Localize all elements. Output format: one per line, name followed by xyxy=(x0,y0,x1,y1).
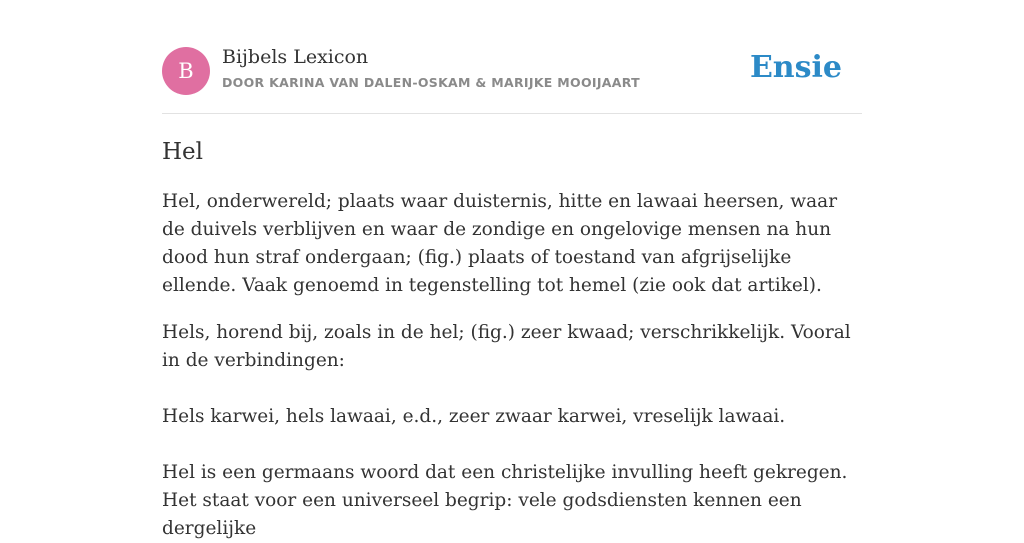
entry-paragraph: Hel, onderwereld; plaats waar duisternis, hitte en lawaai heersen, waar de duivels verblijven en waar de zondige en ongelovige mensen na hun dood hun straf ondergaan; (fig.) plaats of toestand van afgrijselijke ellende. Vaak genoemd in tegenstelling tot hemel (zie ook dat artikel). xyxy=(162,191,838,296)
page xyxy=(162,0,862,539)
brand-logo[interactable]: Ensie xyxy=(749,50,842,85)
entry-content xyxy=(162,136,862,543)
header xyxy=(162,0,862,114)
spacer xyxy=(162,375,862,403)
avatar[interactable]: B xyxy=(162,47,210,95)
entry-title: Hel xyxy=(162,139,204,165)
entry-paragraph: Hel is een germaans woord dat een christelijke invulling heeft gekregen. Het staat voor een universeel begrip: vele godsdiensten kennen een dergelijke xyxy=(162,462,848,539)
spacer xyxy=(162,431,862,459)
entry-paragraph: Hels, horend bij, zoals in de hel; (fig.) zeer kwaad; verschrikkelijk. Vooral in de verbindingen: xyxy=(162,322,851,371)
byline: DOOR KARINA VAN DALEN-OSKAM & MARIJKE MOOIJAART xyxy=(222,75,640,90)
entry-paragraph: Hels karwei, hels lawaai, e.d., zeer zwaar karwei, vreselijk lawaai. xyxy=(162,406,786,427)
site-title[interactable]: Bijbels Lexicon xyxy=(222,46,369,68)
